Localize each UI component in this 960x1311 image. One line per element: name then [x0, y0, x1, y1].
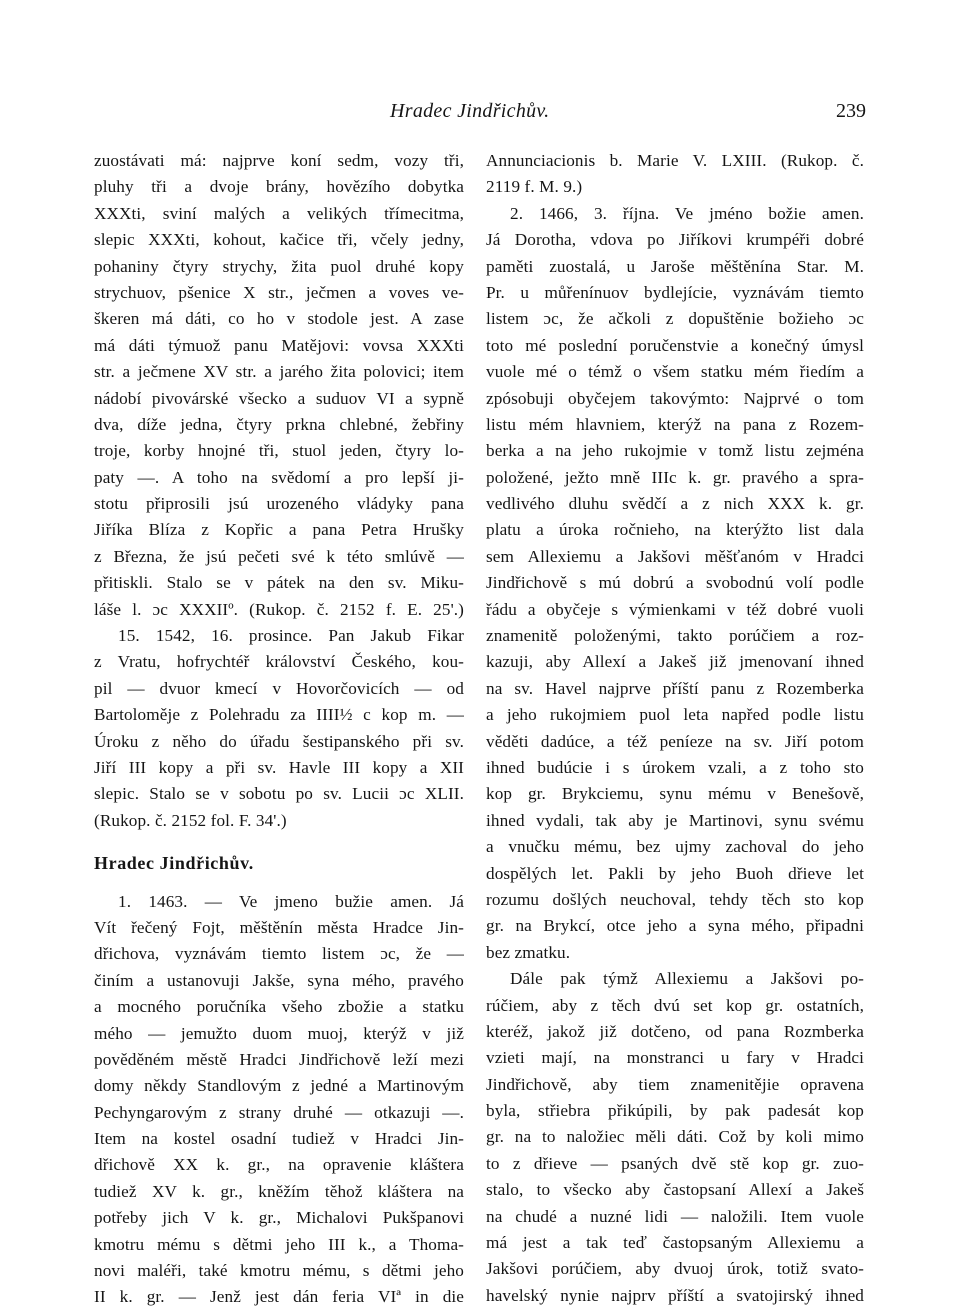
text-line: Jiříka Blíza z Kopřic a pana Petra Hrušky: [94, 520, 464, 540]
text-line: zpósobuji obyčejem takovýmto: Najprvé o tom: [486, 388, 864, 408]
text-line: řádu a obyčeje s výmienkami v též dobré vuoli: [486, 599, 864, 619]
text-line: Já Dorotha, vdova po Jiříkovi krumpéři dobré: [486, 230, 864, 250]
text-line: má jest a tak teď častopsaným Allexiemu a: [486, 1233, 864, 1253]
text-line: vedlivého dluhu svědčí a z nich XXX k. gr.: [486, 494, 864, 514]
text-line: gr. na to naložiec měli dáti. Což by koli mimo: [486, 1127, 864, 1147]
text-line: bez zmatku.: [486, 942, 571, 962]
text-line: havelský nynie najprv příští a svatojirský ihned: [486, 1285, 864, 1305]
text-line: dřichově XX k. gr., na opravenie kláštera: [94, 1155, 464, 1175]
text-line: láše l. ɔc XXXIIº. (Rukop. č. 2152 f. E. 25'.): [94, 599, 464, 619]
text-line: vzieti mají, na monstranci u fary v Hradci: [486, 1048, 864, 1068]
text-line: toto mé poslední poručenstvie a konečný úmysl: [486, 335, 864, 355]
text-line: (Rukop. č. 2152 fol. F. 34'.): [94, 810, 287, 830]
text-line: Annunciacionis b. Marie V. LXIII. (Rukop. č.: [486, 151, 864, 170]
text-line: gr. na Brykcí, otce jeho a syna mého, připadni: [486, 916, 864, 936]
text-line: kazuji, aby Allexí a Jakeš již jmenovaní ihned: [486, 652, 864, 672]
text-line: to z dřieve — psaných dvě stě kop gr. zuo-: [486, 1153, 864, 1173]
text-line: z Března, že jsú pečeti své k této smlúvě —: [94, 546, 464, 566]
text-line: slepic. Stalo se v sobotu po sv. Lucii ɔc XLII.: [94, 784, 464, 804]
section-heading: Hradec Jindřichův.: [94, 853, 254, 874]
text-line: listu mém hlavniem, kterýž na pana z Rozem-: [486, 414, 864, 434]
text-line: znamenitě položenými, takto porúčiem a roz-: [486, 626, 864, 646]
page-header: [94, 100, 866, 130]
text-line: Vít řečený Fojt, měštěnín města Hradce Jin-: [94, 917, 464, 937]
text-line: str. a ječmene XV str. a jarého žita polovici; item: [94, 362, 464, 382]
text-line: kteréž, jakož již dotčeno, od pana Rozmberka: [486, 1021, 864, 1041]
text-line: a jeho rukojmiem puol leta napřed podle listu: [486, 705, 864, 725]
text-line: Jindřichově, aby tiem znamenitějie opravena: [486, 1074, 864, 1094]
text-line: rúčiem, aby z těch dvú set kop gr. ostatních,: [486, 995, 864, 1015]
text-line: dva, díže jedna, čtyry prkna chlebné, žebřiny: [94, 414, 464, 434]
text-line: Dále pak týmž Allexiemu a Jakšovi po-: [510, 969, 864, 989]
right-column: [486, 148, 864, 1309]
text-line: Jiří III kopy a při sv. Havle III kopy a XII: [94, 757, 464, 777]
text-line: nádobí pivovárské všecko a suduov VI a sypně: [94, 388, 464, 408]
text-line: činím a ustanovuji Jakše, syna mého, pravého: [94, 970, 464, 990]
text-line: Jakšovi porúčiem, aby dvuoj úrok, totiž svato-: [486, 1259, 864, 1279]
text-line: kmotru mému s dětmi jeho III k., a Thoma-: [94, 1234, 464, 1254]
text-line: na sv. Havel najprve příští panu z Rozemberka: [486, 678, 864, 698]
text-line: stalo, to všecko aby častopsaní Allexí a Jakeš: [486, 1180, 864, 1200]
text-line: listem ɔc, že ačkoli z dopuštěnie božieho ɔc: [486, 309, 864, 329]
text-line: 2. 1466, 3. října. Ve jméno božie amen.: [510, 203, 864, 223]
text-line: 15. 1542, 16. prosince. Pan Jakub Fikar: [118, 626, 464, 646]
text-line: berka a na jeho rukojmie v tomž listu zejména: [486, 441, 864, 461]
text-line: ihned vydali, tak aby je Martinovi, synu svému: [486, 810, 864, 830]
running-head: Hradec Jindřichův.: [390, 100, 550, 122]
text-line: z Vratu, hofrychtéř království Českého, kou-: [94, 652, 464, 672]
text-line: stotu připrosili jsú urozeného vládyky pana: [94, 494, 464, 514]
text-line: má dáti týmuož panu Matějovi: vovsa XXXti: [94, 335, 464, 355]
text-line: škeren má dáti, co ho v stodole jest. A zase: [94, 309, 464, 329]
text-line: slepic XXXti, kohout, kačice tři, včely jedny,: [94, 230, 464, 250]
text-line: Item na kostel osadní tudiež v Hradci Jin-: [94, 1129, 464, 1149]
page-number: 239: [836, 100, 866, 122]
text-line: paměti zuostalá, u Jaroše měštěnína Star. M.: [486, 256, 864, 276]
text-line: pohaniny čtyry strychy, žita puol druhé kopy: [94, 256, 464, 276]
text-line: rozumu došlých neuchoval, tehdy těch sto kop: [486, 889, 864, 909]
text-line: paty —. A toho na svědomí a pro lepší ji-: [94, 467, 464, 487]
text-line: II k. gr. — Jenž jest dán feria VIª in die: [94, 1287, 464, 1307]
text-line: a vnučku mému, bez ujmy zachoval do jeho: [486, 837, 864, 857]
text-line: pluhy tři a dvoje brány, hovězího dobytka: [94, 177, 464, 197]
text-line: přitiskli. Stalo se v pátek na den sv. Miku-: [94, 573, 464, 593]
text-line: pil — dvuor kmecí v Hovorčovicích — od: [94, 678, 464, 698]
text-line: Pr. u můřenínuov bydlejície, vyznávám tiemto: [486, 282, 864, 302]
text-line: položené, ježto mně IIIc k. gr. pravého a spra-: [486, 467, 864, 487]
text-line: strychuov, pšenice X str., ječmen a voves ve-: [94, 282, 464, 302]
text-line: dřichova, vyznávám tiemto listem ɔc, že —: [94, 944, 464, 964]
text-line: pověděném městě Hradci Jindřichově leží mezi: [94, 1049, 464, 1069]
text-line: Jindřichově s mú dobrú a svobodnú volí podle: [486, 573, 864, 593]
text-line: věděti dadúce, a též peníeze na sv. Jiří potom: [486, 731, 864, 751]
text-line: platu a úroka ročnieho, na kterýžto list dala: [486, 520, 864, 540]
text-line: kop gr. Brykciemu, synu mému v Benešově,: [486, 784, 864, 804]
text-line: 1. 1463. — Ve jmeno bužie amen. Já: [118, 891, 464, 911]
text-line: Úroku z něho do úřadu šestipanského při sv.: [94, 731, 464, 751]
text-line: novi maléři, také kmotru mému, s dětmi jeho: [94, 1261, 464, 1281]
text-line: domy někdy Standlovým z jedné a Martinovým: [94, 1076, 464, 1096]
text-line: XXXti, sviní malých a velikých třímecitma,: [94, 203, 464, 223]
text-line: troje, korby hnojné tři, stuol jeden, čtyry lo-: [94, 441, 464, 461]
text-line: byla, střiebra přikúpili, by pak padesát kop: [486, 1101, 864, 1121]
text-line: ihned budúcie i s úrokem vzali, a z toho sto: [486, 757, 864, 777]
text-line: na chudé a nuzné lidi — naložili. Item vuole: [486, 1206, 864, 1226]
text-line: vuole mé o témž o všem statku mém řiedím a: [486, 362, 864, 382]
text-line: zuostávati má: najprve koní sedm, vozy tři,: [94, 151, 464, 170]
text-line: a mocného poručníka všeho zbožie a statku: [94, 997, 464, 1017]
text-line: 2119 f. M. 9.): [486, 177, 583, 197]
text-line: Bartoloměje z Polehradu za IIII½ c kop m. —: [94, 705, 464, 725]
text-line: tudiež XV k. gr., kněžím těhož kláštera na: [94, 1181, 464, 1201]
left-column: [94, 148, 464, 1311]
text-line: dospělých let. Pakli by jeho Buoh dřieve let: [486, 863, 864, 883]
text-line: sem Allexiemu a Jakšovi měšťanóm v Hradci: [486, 546, 864, 566]
text-line: Pechyngarovým z strany druhé — otkazuji —.: [94, 1102, 464, 1122]
text-line: potřeby jich V k. gr., Michalovi Pukšpanovi: [94, 1208, 464, 1228]
text-line: mého — jemužto duom muoj, kterýž v již: [94, 1023, 464, 1043]
